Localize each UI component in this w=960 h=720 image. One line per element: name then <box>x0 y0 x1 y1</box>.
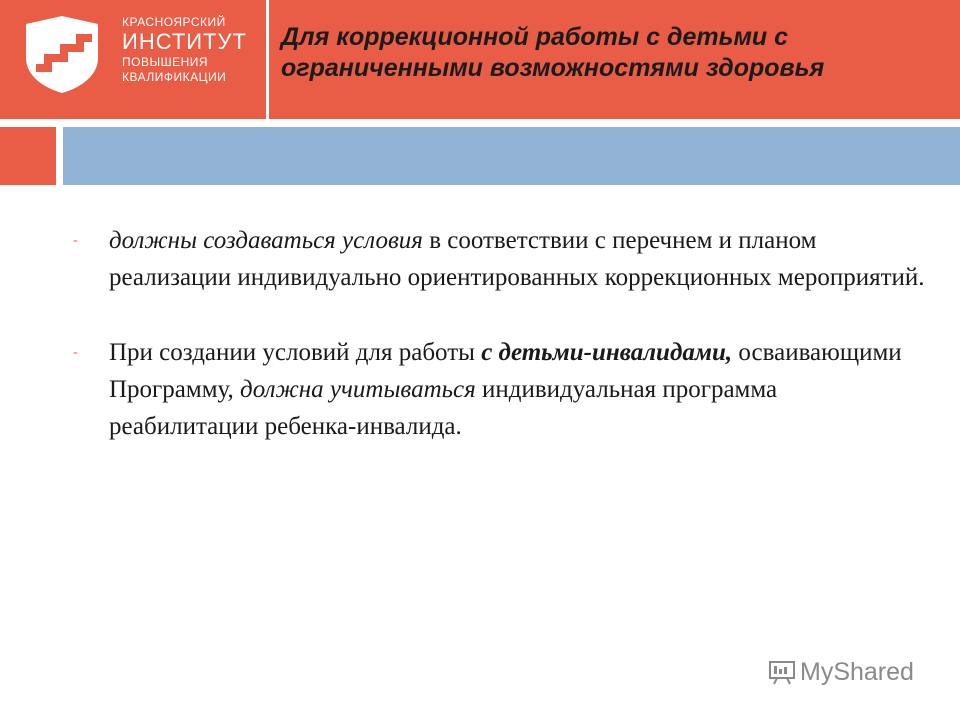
list-item <box>70 334 930 445</box>
watermark <box>768 657 914 687</box>
header-divider <box>266 0 269 119</box>
slide-title: Для коррекционной работы с детьми с ограниченными возможностями здоровья <box>281 23 825 82</box>
bullet-marker: - <box>73 233 78 248</box>
presentation-board-icon <box>768 659 796 685</box>
bullet-marker: - <box>73 345 78 360</box>
item-2-text-end: индивидуальная программа реабилитации ребенка-инвалида. <box>109 376 778 440</box>
item-1-italic-phrase: должны создаваться условия <box>109 227 423 254</box>
institute-logo-text <box>122 16 247 83</box>
accent-band <box>63 127 960 185</box>
logo-line-3: ПОВЫШЕНИЯ <box>122 55 209 69</box>
item-2-bold-italic-phrase: с детьми-инвалидами, <box>481 339 733 366</box>
logo-line-2: ИНСТИТУТ <box>122 29 247 54</box>
watermark-text: MyShared <box>800 657 914 686</box>
item-2-italic-phrase: должна учитываться <box>240 376 476 403</box>
item-2-text-middle: осваивающими Программу, <box>109 339 902 403</box>
logo-line-4: КВАЛИФИКАЦИИ <box>122 70 227 84</box>
institute-logo-icon <box>22 14 102 94</box>
item-2-text-start: При создании условий для работы <box>109 339 482 366</box>
list-item <box>70 222 930 296</box>
logo-line-1: КРАСНОЯРСКИЙ <box>122 15 226 29</box>
item-1-text: в соответствии с перечнем и планом реализации индивидуально ориентированных коррекционных мероприятий. <box>109 227 925 291</box>
accent-square <box>0 127 56 185</box>
bullet-list <box>70 222 930 445</box>
